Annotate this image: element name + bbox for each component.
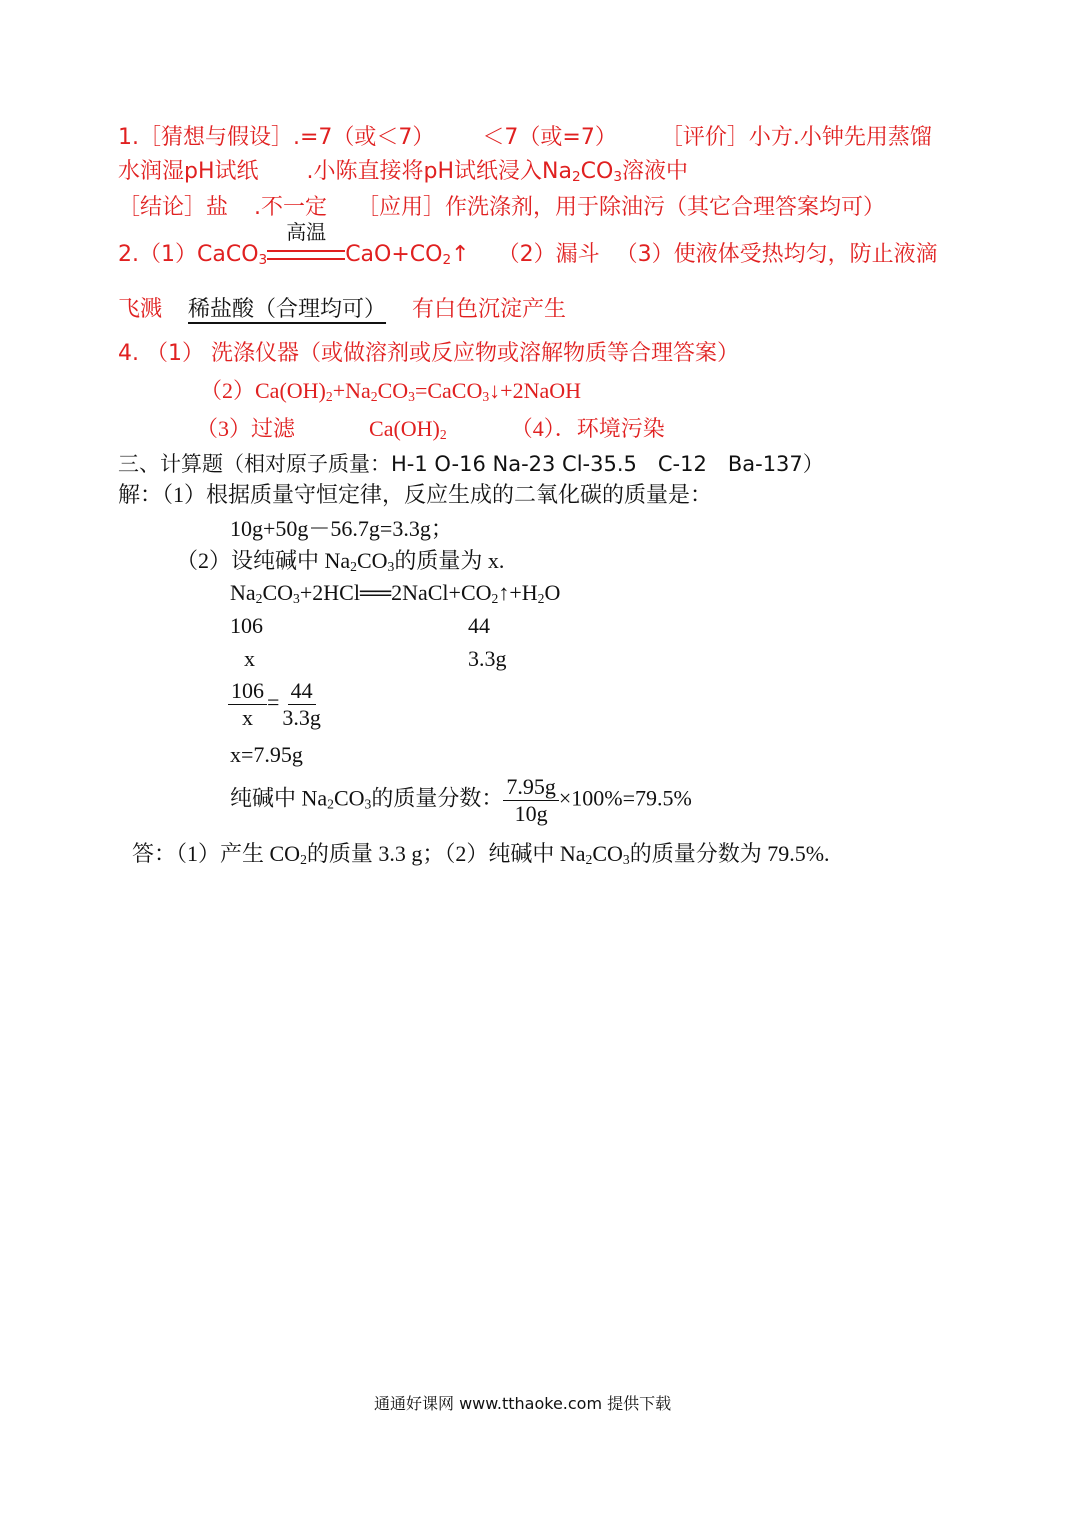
q4-part2: $(2)Ca(OH)_2+Na_2CO_3=CaCO_3↓+2NaOH$ bbox=[200, 378, 582, 404]
q1-application: ［应用］作洗涤剂，用于除油污（其它合理答案均可） bbox=[357, 195, 886, 220]
calc-molar-44: 44 bbox=[468, 613, 490, 638]
q1-conclusion: ［结论］盐 bbox=[118, 195, 229, 220]
calc-mass-3-3g: 3.3g bbox=[468, 646, 507, 671]
q1-hypothesis: 1.［猜想与假设］.=7（或＜7） bbox=[118, 125, 435, 150]
q4-part1: 4. （1） 洗涤仪器（或做溶剂或反应物或溶解物质等合理答案） bbox=[118, 341, 739, 366]
calc-proportion: $\frac{106}{x}$ = $\frac{44}{3.3g}$ bbox=[228, 680, 324, 729]
calc-heading: 三、计算题（相对原子质量：H-1 O-16 Na-23 Cl-35.5 C-12 Ba-137） bbox=[118, 452, 824, 476]
underlined-answer: 稀盐酸（合理均可） bbox=[188, 297, 387, 322]
q4-part3: （3）过滤 $Ca(OH)_2$ （4）．环境污染 bbox=[196, 416, 665, 442]
reaction-condition: 高温 bbox=[286, 220, 327, 244]
q1-line3: ［结论］盐 .不一定 ［应用］作洗涤剂，用于除油污（其它合理答案均可） bbox=[118, 195, 886, 220]
calc-equation: $Na_2CO_3+2HCl══2NaCl+CO_2↑+H_2O$ bbox=[230, 580, 561, 606]
fraction-7-95g-10g: $\frac{7.95g}{10g}$ bbox=[503, 776, 559, 825]
q1-line2: 水润湿pH试纸 .小陈直接将pH试纸浸入$Na_2CO_3$溶液中 bbox=[118, 159, 689, 185]
q2-line2: 飞溅 稀盐酸（合理均可） 有白色沉淀产生 bbox=[118, 297, 567, 322]
calc-mass-fraction: 纯碱中 $Na_2CO_3$的质量分数： $\frac{7.95g}{10g}$ ×100%=79.5% bbox=[230, 774, 692, 826]
q1-line1 bbox=[118, 127, 932, 149]
calc-mass-eq: 10g+50g－56.7g=3.3g； bbox=[230, 516, 453, 541]
q1-evaluation: ［评价］小方.小钟先用蒸馏 bbox=[660, 125, 932, 150]
footer-source: 通通好课网 www.tthaoke.com 提供下载 bbox=[374, 1394, 672, 1413]
q1-hypothesis-alt: ＜7（或=7） bbox=[482, 125, 617, 150]
calc-intro: 解：（1）根据质量守恒定律，反应生成的二氧化碳的质量是： bbox=[118, 482, 713, 507]
calc-unknown-x: x bbox=[244, 646, 255, 671]
fraction-106-x: $\frac{106}{x}$ bbox=[228, 680, 267, 729]
calc-x-result: x=7.95g bbox=[230, 742, 303, 767]
calc-set-x: （2）设纯碱中 $Na_2CO_3$的质量为 x. bbox=[176, 548, 505, 574]
q2-line1: 2.（1）CaCO$_3$ 高温 $CaO+CO_2↑$ （2）漏斗 （3）使液体受热均匀，防止液滴 bbox=[118, 220, 938, 268]
calc-molar-106: 106 bbox=[230, 613, 263, 638]
reaction-condition-equals bbox=[267, 220, 345, 266]
calc-answer: 答：（1）产生 $CO_2$的质量 3.3 g；（2）纯碱中 $Na_2CO_3$的质量分数为 79.5%. bbox=[132, 841, 830, 867]
fraction-44-3-3g: $\frac{44}{3.3g}$ bbox=[282, 678, 321, 730]
